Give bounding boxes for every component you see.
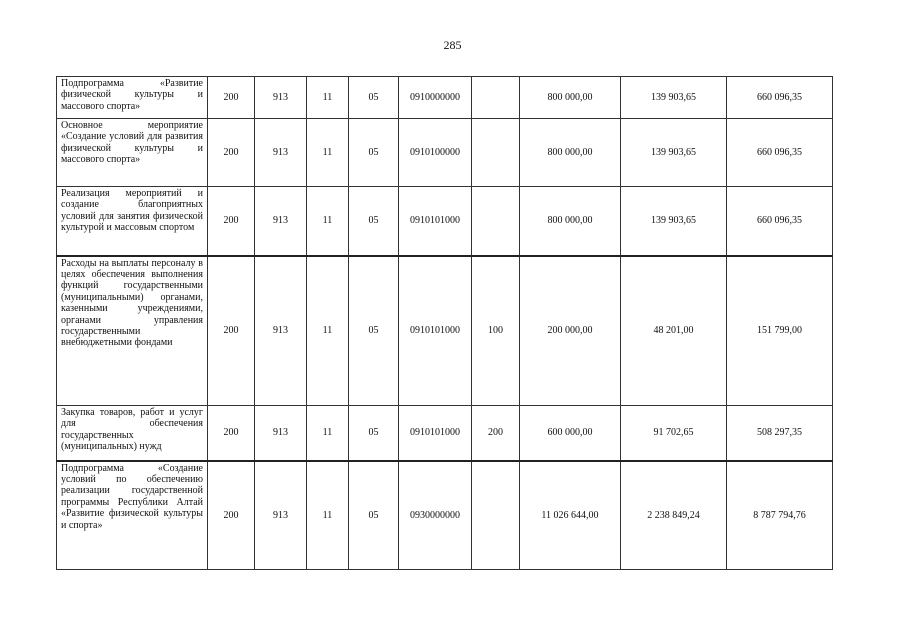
cell-code-1: 200 <box>208 406 255 461</box>
cell-code-2: 913 <box>255 119 307 187</box>
cell-expense-type: 100 <box>472 256 520 406</box>
cell-code-2: 913 <box>255 77 307 119</box>
cell-amount-executed: 139 903,65 <box>621 187 727 256</box>
cell-code-1: 200 <box>208 256 255 406</box>
table-row <box>57 119 833 187</box>
cell-amount-planned: 200 000,00 <box>520 256 621 406</box>
page-number: 285 <box>443 38 462 52</box>
table-row <box>57 77 833 119</box>
row-name: Подпрограмма «Создание условий по обеспечению реализации государственной программы Республики Алтай «Развитие физической культуры и спорта» <box>57 461 208 570</box>
cell-amount-planned: 600 000,00 <box>520 406 621 461</box>
cell-expense-type <box>472 119 520 187</box>
cell-amount-remaining: 660 096,35 <box>727 77 833 119</box>
cell-code-2: 913 <box>255 406 307 461</box>
cell-code-1: 200 <box>208 461 255 570</box>
row-name: Закупка товаров, работ и услуг для обеспечения государственных (муниципальных) нужд <box>57 406 208 461</box>
cell-subsection: 05 <box>349 256 399 406</box>
cell-amount-planned: 11 026 644,00 <box>520 461 621 570</box>
table-row <box>57 461 833 570</box>
cell-amount-remaining: 508 297,35 <box>727 406 833 461</box>
cell-target-article: 0910101000 <box>399 406 472 461</box>
cell-subsection: 05 <box>349 406 399 461</box>
cell-subsection: 05 <box>349 77 399 119</box>
cell-code-1: 200 <box>208 187 255 256</box>
cell-expense-type <box>472 77 520 119</box>
cell-code-2: 913 <box>255 187 307 256</box>
cell-amount-planned: 800 000,00 <box>520 77 621 119</box>
cell-subsection: 05 <box>349 119 399 187</box>
cell-expense-type: 200 <box>472 406 520 461</box>
cell-section: 11 <box>307 461 349 570</box>
row-name: Основное мероприятие «Создание условий для развития физической культуры и массового спорта» <box>57 119 208 187</box>
cell-amount-executed: 91 702,65 <box>621 406 727 461</box>
cell-target-article: 0910101000 <box>399 187 472 256</box>
cell-code-1: 200 <box>208 119 255 187</box>
cell-amount-planned: 800 000,00 <box>520 119 621 187</box>
cell-subsection: 05 <box>349 187 399 256</box>
cell-target-article: 0910000000 <box>399 77 472 119</box>
budget-table <box>56 76 833 570</box>
table-row <box>57 256 833 406</box>
cell-expense-type <box>472 461 520 570</box>
cell-code-2: 913 <box>255 461 307 570</box>
cell-amount-remaining: 660 096,35 <box>727 187 833 256</box>
cell-code-1: 200 <box>208 77 255 119</box>
cell-amount-executed: 48 201,00 <box>621 256 727 406</box>
cell-amount-remaining: 660 096,35 <box>727 119 833 187</box>
cell-section: 11 <box>307 406 349 461</box>
cell-target-article: 0910100000 <box>399 119 472 187</box>
cell-code-2: 913 <box>255 256 307 406</box>
row-name: Расходы на выплаты персоналу в целях обеспечения выполнения функций государственными (муниципальными) органами, казенными учреждениями, органами управления государственными внебюджетными фондами <box>57 256 208 406</box>
cell-amount-executed: 2 238 849,24 <box>621 461 727 570</box>
cell-section: 11 <box>307 187 349 256</box>
cell-amount-executed: 139 903,65 <box>621 77 727 119</box>
cell-section: 11 <box>307 256 349 406</box>
cell-expense-type <box>472 187 520 256</box>
table-row <box>57 187 833 256</box>
cell-target-article: 0930000000 <box>399 461 472 570</box>
cell-section: 11 <box>307 77 349 119</box>
row-name: Подпрограмма «Развитие физической культуры и массового спорта» <box>57 77 208 119</box>
cell-amount-remaining: 8 787 794,76 <box>727 461 833 570</box>
cell-amount-executed: 139 903,65 <box>621 119 727 187</box>
cell-subsection: 05 <box>349 461 399 570</box>
cell-amount-remaining: 151 799,00 <box>727 256 833 406</box>
cell-section: 11 <box>307 119 349 187</box>
row-name: Реализация мероприятий и создание благоприятных условий для занятия физической культурой и массовым спортом <box>57 187 208 256</box>
cell-amount-planned: 800 000,00 <box>520 187 621 256</box>
cell-target-article: 0910101000 <box>399 256 472 406</box>
table-row <box>57 406 833 461</box>
